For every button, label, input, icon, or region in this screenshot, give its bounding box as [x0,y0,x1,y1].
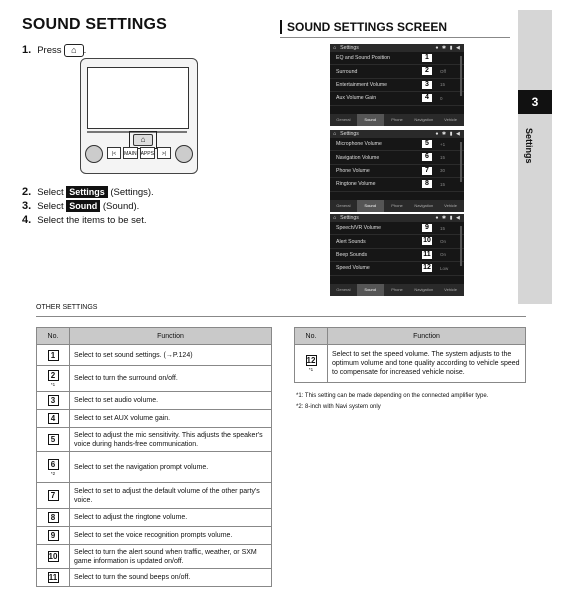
table-header: No. Function [295,328,526,345]
table-row: 7 Select to set to adjust the default volume of the other party's voice. [37,483,272,509]
step-2: 2. Select Settings (Settings). [22,186,154,198]
chapter-tab [518,10,552,304]
unit-button-row: |< MAIN APPS >| [107,147,171,159]
step-3: 3. Select Sound (Sound). [22,200,140,212]
chapter-label: Settings [524,128,534,164]
home-icon: ⌂ [333,215,337,221]
page-title: SOUND SETTINGS [22,16,168,33]
footnote-2: *2: 8-inch with Navi system only [296,404,381,410]
settings-screen-1 [330,44,464,126]
list-item: Microphone Volume 5 +1 [330,138,464,151]
section-rule [36,316,526,317]
home-icon: ⌂ [333,131,337,137]
table-row: 9 Select to set the voice recognition prompts volume. [37,527,272,545]
scrollbar [460,142,462,182]
table-row: 6 *2 Select to set the navigation prompt volume. [37,452,272,483]
status-icons: ● ✱ ▮ ◀ [435,45,461,51]
table-row: 1 Select to set sound settings. (→P.124) [37,345,272,366]
table-row: 11 Select to turn the sound beeps on/off. [37,569,272,587]
home-button-icon: ⌂ [133,134,153,146]
list-item: Phone Volume 7 30 [330,165,464,178]
list-item: Aux Volume Gain 4 0 [330,92,464,105]
settings-table-left [36,327,272,587]
status-icons: ● ✱ ▮ ◀ [435,215,461,221]
settings-screen-2 [330,130,464,212]
screen-section-title: SOUND SETTINGS SCREEN [280,20,447,34]
screen-tabs: General Sound Phone Navigation Vehicle [330,200,464,212]
screen-tabs: General Sound Phone Navigation Vehicle [330,114,464,126]
settings-table-right [294,327,526,383]
home-key-icon: ⌂ [64,44,83,57]
list-item: Speech/VR Volume 9 15 [330,222,464,235]
sound-chip: Sound [66,200,100,212]
list-item: Speed Volume 12 Low [330,262,464,275]
screen-header: ⌂ Settings ● ✱ ▮ ◀ [330,214,464,222]
chapter-number: 3 [518,90,552,114]
list-item: EQ and Sound Position 1 [330,52,464,65]
screen-header: ⌂ Settings ● ✱ ▮ ◀ [330,44,464,52]
list-item: Beep Sounds 11 On [330,249,464,262]
title-rule [280,37,510,38]
table-row: 10 Select to turn the alert sound when traffic, weather, or SXM game information is updated on/off. [37,545,272,569]
step-4: 4. Select the items to be set. [22,214,147,226]
head-unit-illustration [80,58,198,174]
table-row: 2 *1 Select to turn the surround on/off. [37,366,272,392]
scrollbar [460,56,462,96]
tune-knob [175,145,193,163]
status-icons: ● ✱ ▮ ◀ [435,131,461,137]
footnote-1: *1: This setting can be made depending on the connected amplifier type. [296,393,489,399]
list-item: Ringtone Volume 8 15 [330,178,464,191]
list-item: Alert Sounds 10 On [330,235,464,248]
list-item: Surround 2 Off [330,65,464,78]
table-row: 4 Select to set AUX volume gain. [37,410,272,428]
table-header: No. Function [37,328,272,345]
home-icon: ⌂ [333,45,337,51]
scrollbar [460,226,462,266]
table-row: 12 *1 Select to set the speed volume. The system adjusts to the optimum volume and tone quality according to vehicle speed to compensate for increased vehicle noise. [295,345,526,383]
settings-screen-3 [330,214,464,296]
step-1: 1. Press ⌂ . [22,44,87,56]
screen-header: ⌂ Settings ● ✱ ▮ ◀ [330,130,464,138]
list-item: Entertainment Volume 3 15 [330,79,464,92]
table-row: 5 Select to adjust the mic sensitivity. This adjusts the speaker's voice during hands-free communication. [37,428,272,452]
list-item: Navigation Volume 6 15 [330,151,464,164]
other-settings-title: OTHER SETTINGS [36,304,98,311]
settings-chip: Settings [66,186,108,198]
volume-knob [85,145,103,163]
screen-tabs: General Sound Phone Navigation Vehicle [330,284,464,296]
head-unit-display [87,67,189,129]
table-row: 3 Select to set audio volume. [37,392,272,410]
table-row: 8 Select to adjust the ringtone volume. [37,509,272,527]
